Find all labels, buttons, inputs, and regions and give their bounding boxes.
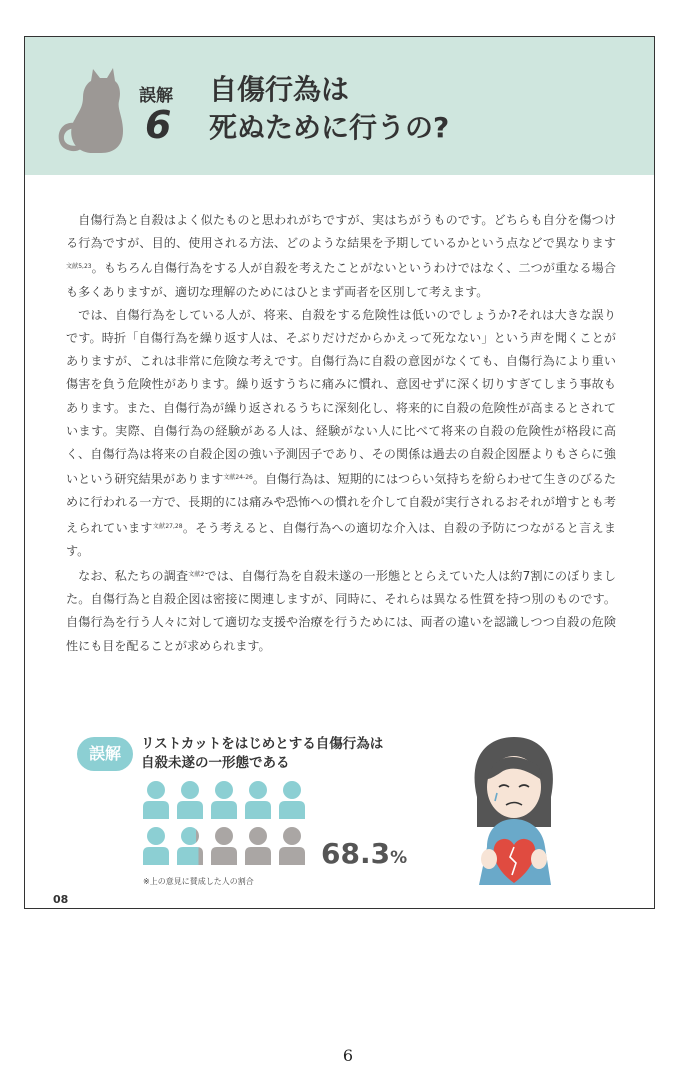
page-title — [209, 71, 449, 147]
p2-text-b: 。自傷行為は、短期的にはつらい気持ちを紛らわせて生きのびるために行われる一方で、長期的には痛みや恐怖への慣れを介して自殺が実行されるおそれが増すとも考えられています — [66, 472, 616, 535]
person-icon — [245, 781, 271, 819]
people-pictogram — [141, 781, 311, 871]
p2-text-c: 。そう考えると、自傷行為への適切な介入は、自殺の予防につながると言えます。 — [66, 520, 616, 558]
citation: 文献27,28 — [152, 522, 183, 530]
paragraph-1 — [66, 209, 616, 304]
person-icon — [211, 781, 237, 819]
percent-value: 68.3 — [321, 837, 391, 870]
header-band — [25, 37, 654, 175]
cat-icon — [53, 63, 135, 161]
citation: 文献2 — [188, 571, 205, 579]
title-line-2: 死ぬために行うの? — [209, 111, 450, 144]
person-icon — [279, 827, 305, 865]
document-page-number: 6 — [342, 1046, 354, 1065]
footnote: ※上の意見に賛成した人の割合 — [143, 877, 254, 886]
person-icon — [143, 827, 169, 865]
p2-text-a: では、自傷行為をしている人が、将来、自殺をする危険性は低いのでしょうか?それは大きな誤りです。時折「自傷行為を繰り返す人は、そぶりだけだからかえって死なない」という声を聞くことがありますが、これは非常に危険な考えです。自傷行為に自殺の意図がなくても、自傷行為により重い傷害を負う危険性があります。繰り返すうちに痛みに慣れ、意図せずに深く切りすぎてしまう事故もあります。また、自傷行為が繰り返されるうちに深刻化し、将来的に自殺の危険性が高まるとされています。実際、自傷行為の経験がある人は、経験がない人に比べて将来の自殺の危険性が格段に高く、自傷行為は将来の自殺企図の強い予測因子であり、その関係は過去の自殺企図歴よりもさらに強いという研究結果があります — [66, 307, 616, 487]
citation: 文献5,23 — [66, 263, 92, 271]
myth-label: 誤解 — [139, 86, 173, 106]
person-icon — [177, 781, 203, 819]
citation: 文献24-26 — [223, 474, 253, 482]
p3-text-b: では、自傷行為を自殺未遂の一形態ととらえていた人は約7割にのぼりました。自傷行為と自殺企図は密接に関連しますが、同時に、それらは異なる性質を持つ別のものです。自傷行為を行う人々に対して適切な支援や治療を行うためには、両者の違いを認識しつつ自殺の危険性にも目を配ることが求められます。 — [66, 569, 616, 653]
p3-text-a: なお、私たちの調査 — [78, 569, 189, 584]
paragraph-2 — [66, 304, 616, 563]
claim-line-1: リストカットをはじめとする自傷行為は — [141, 736, 384, 752]
person-icon — [177, 827, 203, 865]
p1-text-b: 。もちろん自傷行為をする人が自殺を考えたことがないというわけではなく、二つが重なる場合も多くありますが、適切な理解のためにはひとまず両者を区別して考えます。 — [66, 261, 616, 299]
person-icon — [245, 827, 271, 865]
person-icon — [211, 827, 237, 865]
myth-number: 6 — [145, 103, 172, 147]
person-icon — [143, 781, 169, 819]
title-line-1: 自傷行為は — [209, 73, 350, 106]
page-number: 08 — [53, 893, 69, 906]
sad-woman-illustration — [459, 735, 569, 885]
person-icon — [279, 781, 305, 819]
paragraph-3 — [66, 563, 616, 658]
claim-line-2: 自殺未遂の一形態である — [141, 755, 290, 771]
percent-figure — [321, 837, 407, 870]
body-text — [66, 209, 616, 658]
p1-text-a: 自傷行為と自殺はよく似たものと思われがちですが、実はちがうものです。どちらも自分を傷つける行為ですが、目的、使用される方法、どのような結果を予期しているかという点などで異なります — [66, 213, 616, 251]
percent-unit: % — [390, 848, 408, 868]
page-frame — [24, 36, 655, 909]
myth-claim — [141, 735, 383, 773]
myth-badge: 誤解 — [77, 737, 133, 771]
